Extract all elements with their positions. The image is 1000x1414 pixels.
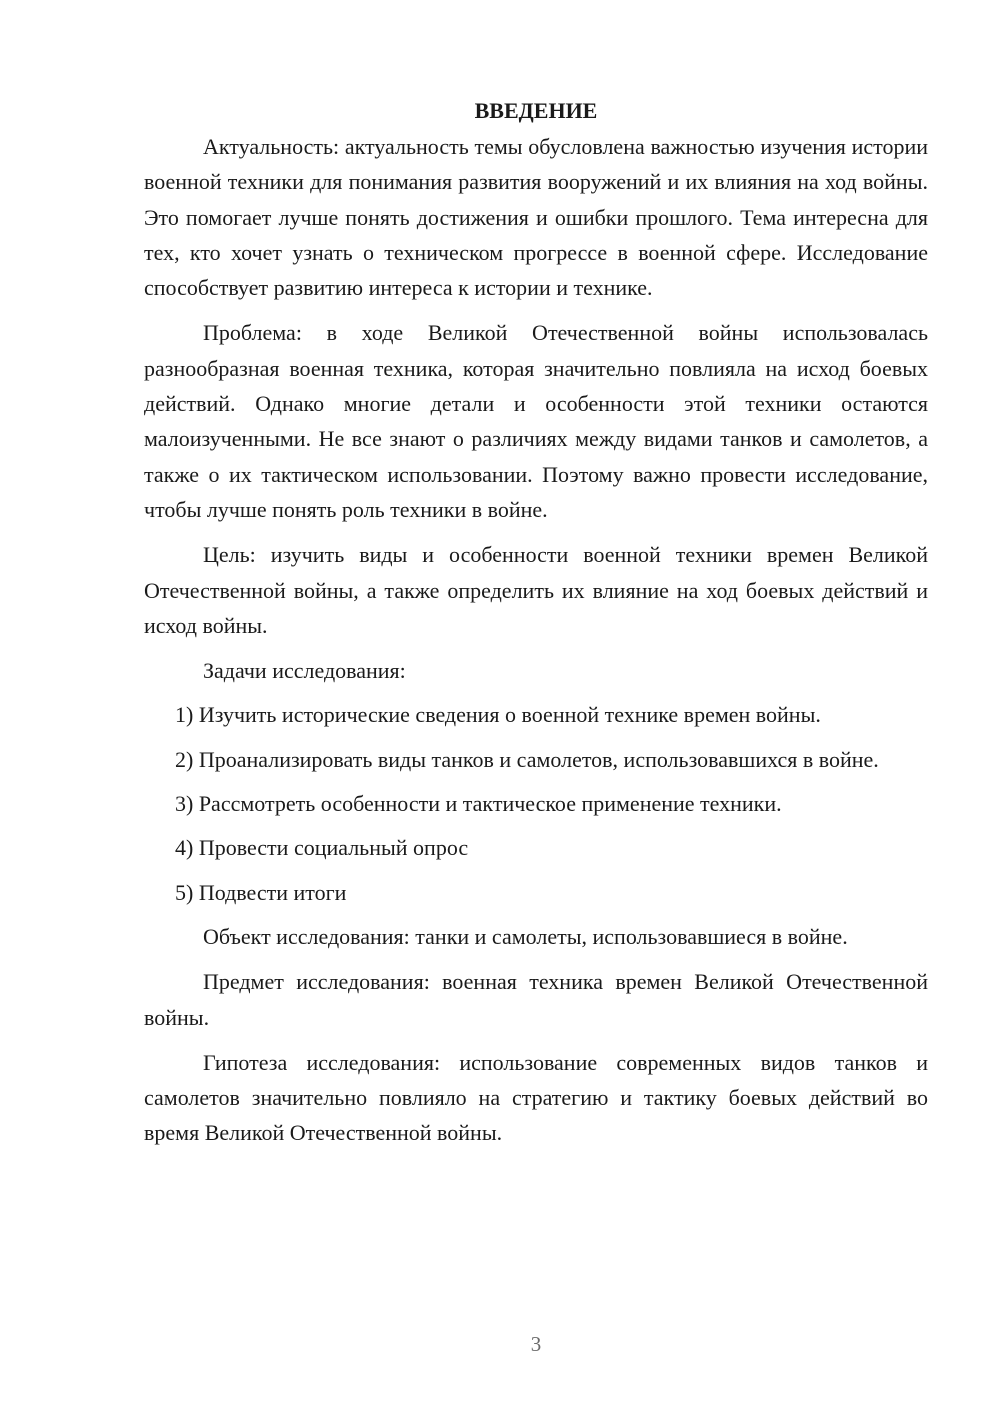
relevance-paragraph: Актуальность: актуальность темы обусловлена важностью изучения истории военной техники для понимания развития вооружений и их влияния на ход войны. Это помогает лучше понять достижения и ошибки прошлого. Тема интересна для тех, кто хочет узнать о техническом прогрессе в военной сфере. Исследование способствует развитию интереса к истории и технике. (144, 134, 928, 301)
object-paragraph: Объект исследования: танки и самолеты, использовавшиеся в войне. (203, 923, 848, 949)
task-item: 2) Проанализировать виды танков и самолетов, использовавшихся в войне. (175, 746, 879, 772)
task-item: 5) Подвести итоги (175, 879, 347, 905)
task-item: 4) Провести социальный опрос (175, 835, 469, 861)
subject-paragraph: Предмет исследования: военная техника времен Великой Отечественной войны. (144, 969, 928, 1030)
problem-paragraph: Проблема: в ходе Великой Отечественной войны использовалась разнообразная военная техника, которая значительно повлияла на исход боевых действий. Однако многие детали и особенности этой техники остаются малоизученными. Не все знают о различиях между видами танков и самолетов, а также о их тактическом использовании. Поэтому важно провести исследование, чтобы лучше понять роль техники в войне. (144, 320, 928, 522)
tasks-heading: Задачи исследования: (203, 658, 406, 684)
document-page (144, 92, 928, 1151)
goal-paragraph: Цель: изучить виды и особенности военной техники времен Великой Отечественной войны, а также определить их влияние на ход боевых действий и исход войны. (144, 542, 928, 638)
task-item: 1) Изучить исторические сведения о военной технике времен войны. (175, 702, 821, 728)
page-number: 3 (530, 1332, 542, 1356)
task-item: 3) Рассмотреть особенности и тактическое применение техники. (175, 791, 782, 817)
hypothesis-paragraph: Гипотеза исследования: использование современных видов танков и самолетов значительно повлияло на стратегию и тактику боевых действий во время Великой Отечественной войны. (144, 1049, 928, 1146)
section-title: ВВЕДЕНИЕ (474, 98, 598, 123)
